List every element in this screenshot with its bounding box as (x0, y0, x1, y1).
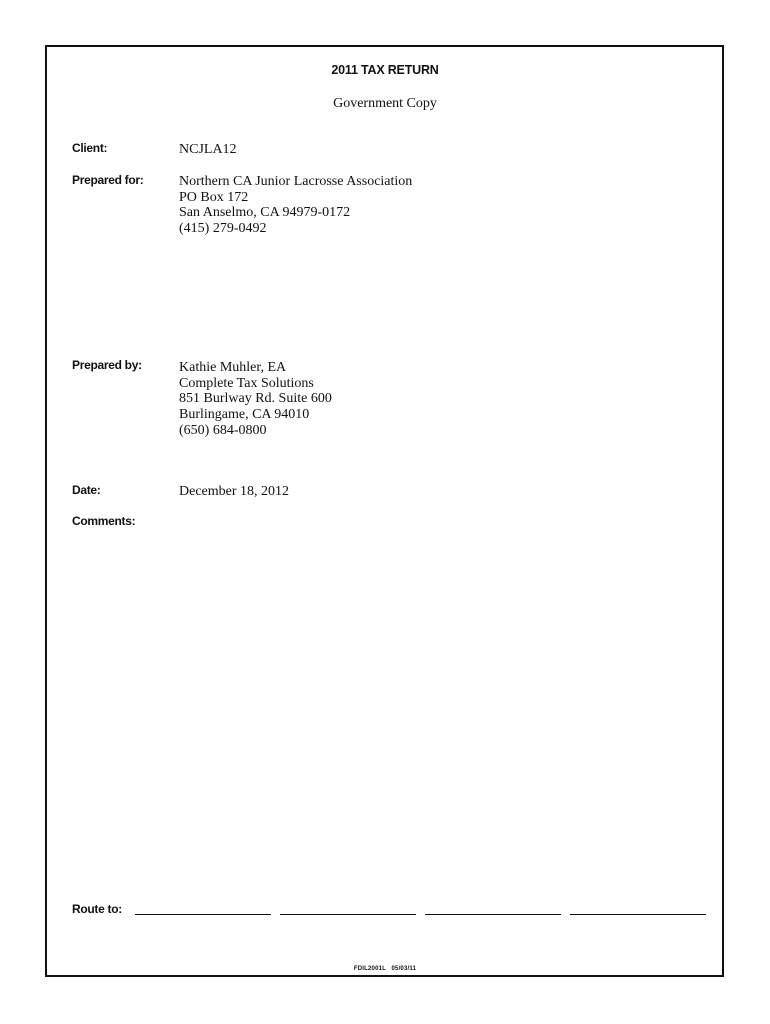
form-id: FDIL2001L 05/03/11 (353, 966, 417, 972)
prepared-for-line: Northern CA Junior Lacrosse Association (179, 174, 413, 189)
prepared-for-line: San Anselmo, CA 94979-0172 (179, 205, 351, 221)
date-value: December 18, 2012 (179, 484, 290, 499)
route-to-label: Route to: (72, 902, 122, 916)
route-to-line-2 (280, 914, 416, 915)
prepared-for-line: (415) 279-0492 (179, 221, 267, 237)
client-label: Client: (72, 141, 108, 155)
route-to-line-1 (135, 914, 271, 915)
document-title: 2011 TAX RETURN (331, 63, 439, 77)
comments-label: Comments: (72, 514, 136, 528)
document-subtitle: Government Copy (333, 96, 437, 111)
prepared-by-line: 851 Burlway Rd. Suite 600 (179, 391, 332, 407)
client-value: NCJLA12 (179, 142, 237, 157)
prepared-by-line: Kathie Muhler, EA (179, 360, 287, 375)
route-to-line-3 (425, 914, 561, 915)
route-to-line-4 (570, 914, 706, 915)
date-label: Date: (72, 483, 101, 497)
prepared-for-line: PO Box 172 (179, 189, 249, 205)
prepared-for-label: Prepared for: (72, 173, 144, 187)
prepared-by-line: Complete Tax Solutions (179, 375, 314, 391)
prepared-by-block (179, 360, 332, 439)
prepared-by-label: Prepared by: (72, 358, 142, 372)
prepared-by-line: (650) 684-0800 (179, 422, 267, 438)
prepared-for-block (179, 174, 412, 237)
prepared-by-line: Burlingame, CA 94010 (179, 407, 310, 423)
